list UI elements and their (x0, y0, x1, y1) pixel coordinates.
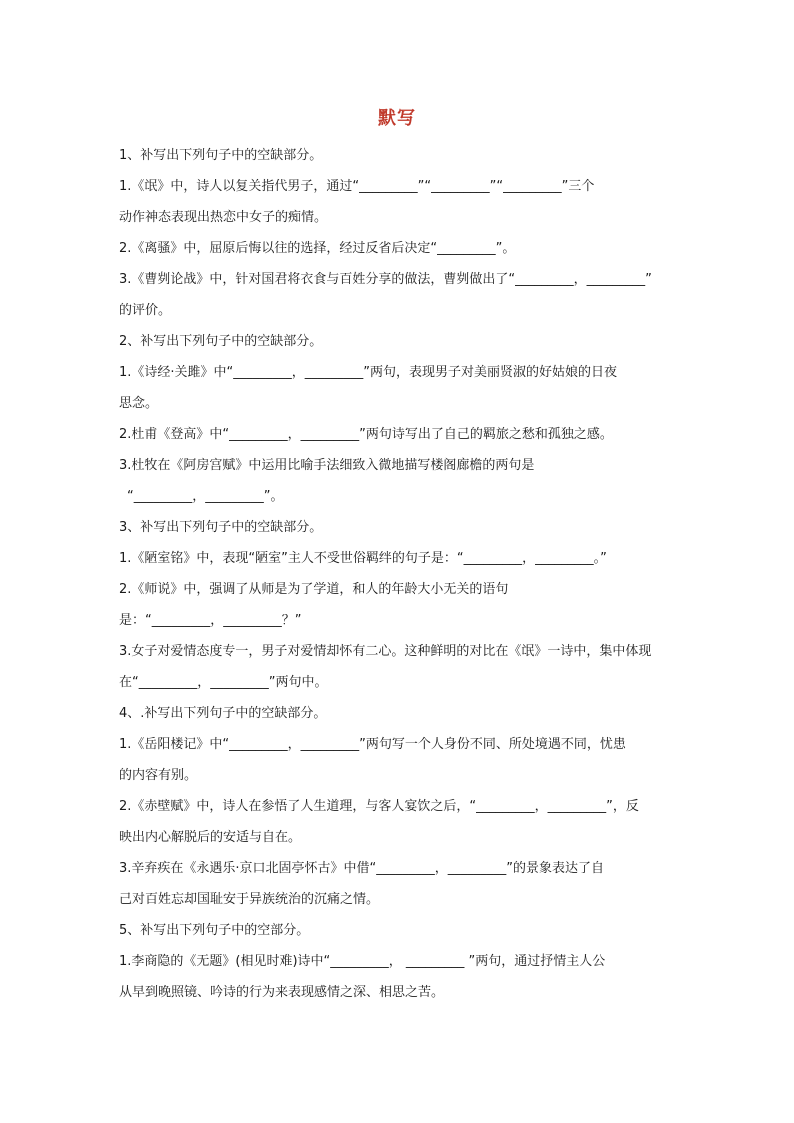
question-line: 思念。 (119, 396, 159, 411)
section-heading: 4、.补写出下列句子中的空缺部分。 (119, 706, 327, 721)
question-line: 在“_________，_________”两句中。 (119, 675, 328, 690)
question-line: 动作神态表现出热恋中女子的痴情。 (119, 210, 328, 225)
section-heading: 1、补写出下列句子中的空缺部分。 (119, 148, 323, 163)
question-line: 1.《诗经·关雎》中“_________，_________”两句，表现男子对美丽贤淑的好姑娘的日夜 (119, 365, 618, 380)
question-line: 1.《陋室铭》中，表现“陋室”主人不受世俗羁绊的句子是：“_________，_________。” (119, 551, 607, 566)
question-line: 2.《师说》中，强调了从师是为了学道，和人的年龄大小无关的语句 (119, 582, 509, 597)
question-line: 1.《氓》中，诗人以复关指代男子，通过“_________”“_________”“_________”三个 (119, 179, 595, 194)
question-line: 的评价。 (119, 303, 172, 318)
question-line: 的内容有别。 (119, 768, 198, 783)
question-line: 己对百姓忘却国耻安于异族统治的沉痛之情。 (119, 892, 380, 907)
question-line: 3.杜牧在《阿房宫赋》中运用比喻手法细致入微地描写楼阁廊檐的两句是 (119, 458, 535, 473)
question-line: 2.杜甫《登高》中“_________，_________”两句诗写出了自己的羁旅之愁和孤独之感。 (119, 427, 613, 442)
question-line: 1.李商隐的《无题》(相见时难)诗中“_________， _________ ”两句，通过抒情主人公 (119, 954, 606, 969)
question-line: 3.《曹刿论战》中，针对国君将衣食与百姓分享的做法，曹刿做出了“_________，_________” (119, 272, 652, 287)
question-line: 2.《赤壁赋》中，诗人在参悟了人生道理，与客人宴饮之后，“_________，_________”，反 (119, 799, 639, 814)
question-line: 2.《离骚》中，屈原后悔以往的选择，经过反省后决定“_________”。 (119, 241, 516, 256)
page-title: 默写 (378, 108, 416, 129)
question-line: 从早到晚照镜、吟诗的行为来表现感情之深、相思之苦。 (119, 985, 445, 1000)
question-line: 3.女子对爱情态度专一，男子对爱情却怀有二心。这种鲜明的对比在《氓》一诗中，集中体现 (119, 644, 652, 659)
question-line: 是：“_________，_________？” (119, 613, 302, 628)
question-line: 1.《岳阳楼记》中“_________，_________”两句写一个人身份不同、所处境遇不同，忧患 (119, 737, 626, 752)
section-heading: 3、补写出下列句子中的空缺部分。 (119, 520, 323, 535)
question-line: 3.辛弃疾在《永遇乐·京口北固亭怀古》中借“_________，_________”的景象表达了自 (119, 861, 605, 876)
section-heading: 5、补写出下列句子中的空部分。 (119, 923, 310, 938)
section-heading: 2、补写出下列句子中的空缺部分。 (119, 334, 323, 349)
question-line: 映出内心解脱后的安适与自在。 (119, 830, 302, 845)
question-line: “_________，_________”。 (127, 489, 284, 504)
